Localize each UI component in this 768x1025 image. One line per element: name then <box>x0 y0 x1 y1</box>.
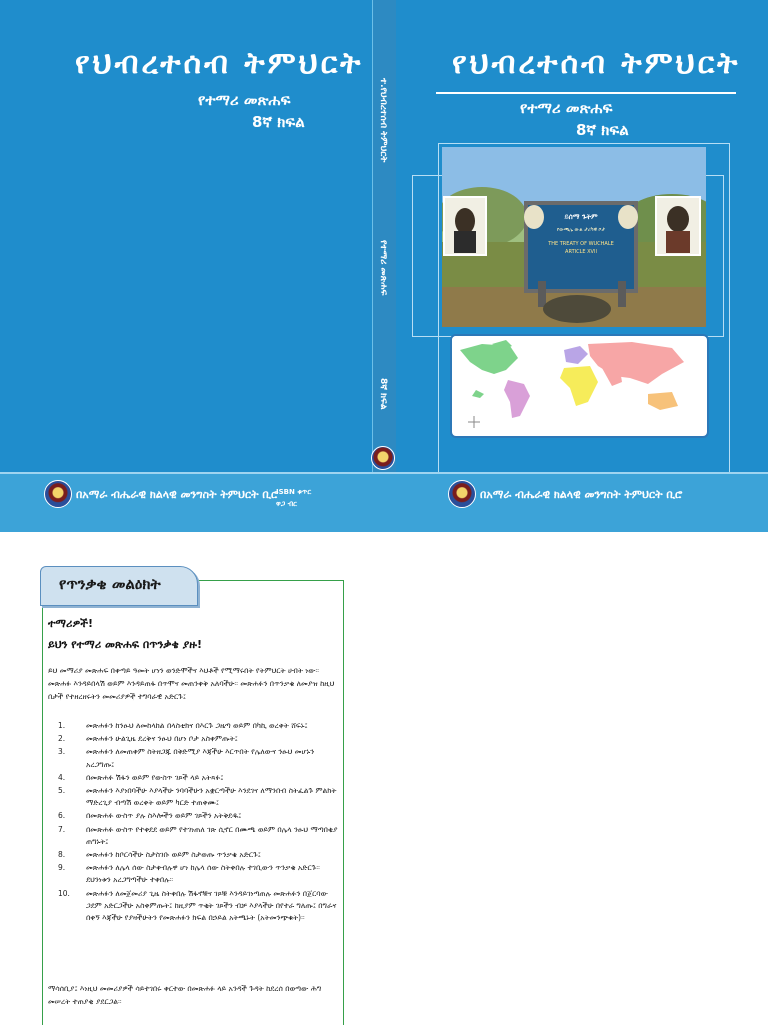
spine-subject: ተ.የህብረተሰብ ትምህርት <box>378 78 388 163</box>
list-item <box>58 849 338 861</box>
list-item-text: በመጽሐፉ ውስጥ ያሉ ስእሎችን ወይም ገጾችን አትቅደዱ፤ <box>86 811 242 821</box>
list-item-number: 3. <box>58 747 66 757</box>
list-item-number: 5. <box>58 786 66 796</box>
monument-sign-line3: ARTICLE XVII <box>565 249 597 255</box>
front-bureau-name: በአማራ ብሔራዊ ክልላዊ መንግስት ትምህርት ቢሮ <box>480 488 683 501</box>
list-item-text: መጽሐፉን ለመጀመሪያ ጊዜ ስትቀበሉ ሽፋኖቹና ገጾቹ እንዳይገነጣጠሉ መጽሐፉን በጀርባው ጋደም አድርጋችሁ አስቀምጡት፤ ከዚያም ጥቂት ገጾችን ብቻ እያላችሁ በየተራ ግለጡ፤ በግራና በቀኝ እጃችሁ የያዛችሁትን የመጽሐፉን ክፍል በኃይል አትጫኑት (አትመንጭቁት)። <box>86 888 337 923</box>
back-bureau-emblem-icon <box>44 480 72 508</box>
notice-heading: ይህን የተማሪ መጽሐፍ በጥንቃቄ ያዙ! <box>48 638 202 651</box>
price-label: ዋጋ ብር <box>276 500 298 508</box>
list-item-text: መጽሐፉን ለሌላ ሰው ስታቀብሉዋ ሆነ ከሌላ ሰው ስትቀበሉ ተገቢውን ጥንቃቄ አድርጉ። ደህንነቱን አረጋግጣችሁ ተቀበሉ። <box>86 863 320 885</box>
list-item <box>58 862 338 886</box>
front-cover-title: የህብረተሰብ ትምህርት <box>452 46 741 81</box>
list-item-text: በመጽሐፉ ውስጥ የተቀደደ ወይም የተገነጠለ ገጽ ሲኖር በሙጫ ወይም በሌላ ንፁህ ማጣበቂያ ጠግኑት፤ <box>86 824 338 846</box>
list-item-text: መጽሐፉን ከቦርሳችሁ ስታስገቡ ወይም ስታወጡ ጥንቃቄ አድርጉ፤ <box>86 850 261 860</box>
back-cover-grade: 8ኛ ክፍል <box>252 113 305 131</box>
notice-intro: ይህ መማሪያ መጽሐፍ በቀጣይ ዓመት ሆነን ወንድሞችና እህቶች የሚማሩበት የትምህርት ሀብት ነው። መጽሐፉ እንዳይበላሽ ወይም እንዳይጠፋ በጥሞና መጠንቀቅ አለባችሁ። መጽሐፉን በጥንቃቄ ለመያዝ ከዚህ በታች የተዘረዘሩትን መመሪያዎች ተግባራዊ አድርጉ፤ <box>48 666 335 701</box>
list-item <box>58 746 338 770</box>
world-map-icon <box>452 336 703 432</box>
wuchale-monument-photo <box>442 147 706 327</box>
world-map <box>450 334 709 438</box>
list-item-number: 9. <box>58 863 66 873</box>
list-item-number: 4. <box>58 772 66 782</box>
list-item-text: መጽሐፉን ለመጠቀም ስትዘጋጁ በቅድሚያ እጃችሁ እርጥበት የሌለውና ንፁህ መሆኑን አረጋግጡ፤ <box>86 747 315 769</box>
list-item-number: 8. <box>58 850 66 860</box>
notice-closing: ማሳሰቢያ፤ እነዚህ መመሪያዎች ሳይተገበሩ ቀርተው በመጽሐፉ ላይ አንዳች ጉዳት ከደረሰ በወጣው ሕግ መሠረት ተጠያቂ ያደርጋል። <box>48 984 322 1006</box>
list-item <box>58 720 338 732</box>
list-item <box>58 824 338 848</box>
list-item-number: 1. <box>58 721 66 730</box>
caution-notice-tab <box>40 566 198 606</box>
list-item <box>58 772 338 784</box>
back-bureau-name: በአማራ ብሔራዊ ክልላዊ መንግስት ትምህርት ቢሮ <box>76 488 279 501</box>
list-item <box>58 810 338 822</box>
front-cover-grade: 8ኛ ክፍል <box>576 121 629 139</box>
list-item-number: 2. <box>58 734 66 744</box>
monument-scene-icon <box>442 147 706 327</box>
back-cover-subtitle: የተማሪ መጽሐፍ <box>198 91 291 109</box>
cover-bottom-band <box>0 472 768 532</box>
monument-sign-heading: ይሰማ ጉትም <box>564 213 598 221</box>
monument-sign-line2: THE TREATY OF WUCHALE <box>548 241 614 247</box>
list-item-text: መጽሐፉን ሁልጊዜ ደረቅና ንፁህ በሆነ ቦታ አስቀምጡት፤ <box>86 734 238 744</box>
list-item-number: 6. <box>58 811 66 821</box>
front-bureau-emblem-icon <box>448 480 476 508</box>
list-item <box>58 733 338 745</box>
list-item <box>58 785 338 809</box>
list-item-text: መጽሐፉን እያነበባችሁ እያላችሁ ንባባችሁን አቋርጣችሁ እንደገና ለማንበብ ስትፈልጉ ምልክት ማድረጊያ ብጣሽ ወረቀት ወይም ካርድ ተጠቀሙ፤ <box>86 786 337 808</box>
front-cover-subtitle: የተማሪ መጽሐፍ <box>520 99 613 117</box>
list-item-text: በመጽሐፉ ሽፋን ወይም የውስጥ ገጾች ላይ አትጻፉ፤ <box>86 772 224 782</box>
list-item-number: 7. <box>58 824 66 834</box>
caution-notice-title: የጥንቃቄ መልዕክት <box>59 575 161 593</box>
list-item-number: 10. <box>58 888 70 898</box>
spine-book-type: የተማሪ መጽሐፍ <box>378 240 388 296</box>
book-spine <box>372 0 398 530</box>
spine-grade: 8ኛ ክፍል <box>378 378 388 410</box>
list-item <box>58 888 338 925</box>
spine-emblem-icon <box>371 446 395 470</box>
monument-sign-line1: የውጫሌ ውል ታሪካዊ ቦታ <box>556 227 606 233</box>
back-cover <box>0 0 372 530</box>
isbn-label: ISBN ቁጥር <box>276 488 312 496</box>
title-underline <box>436 92 736 94</box>
notice-rule-list <box>58 720 338 925</box>
list-item-text: መጽሐፉን ከንፁህ ለመከላከል በላስቲክና በእርጉ ጋዜጣ ወይም በካኪ ወረቀት ሸፍኑ፤ <box>86 721 308 730</box>
back-cover-title: የህብረተሰብ ትምህርት <box>75 46 364 81</box>
notice-greeting: ተማሪዎች! <box>48 617 94 630</box>
